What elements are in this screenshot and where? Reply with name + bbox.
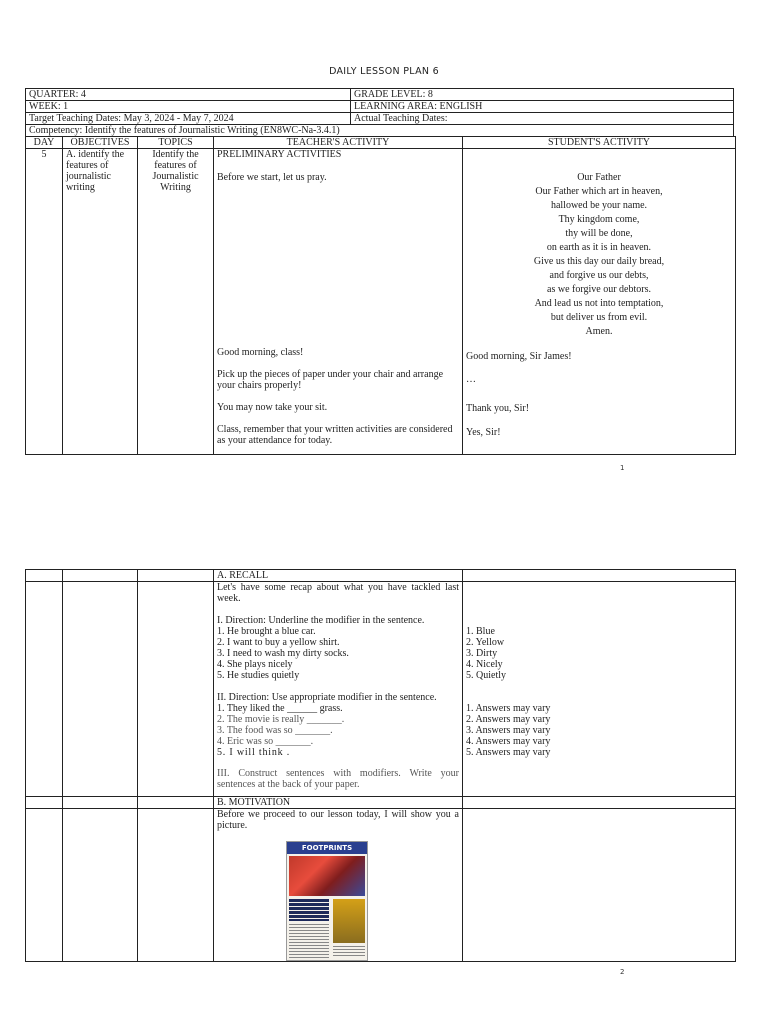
learning-area-cell: LEARNING AREA: ENGLISH [351,101,734,113]
lesson-activity-table-page-2 [25,569,736,962]
attendance-student: Yes, Sir! [466,427,501,438]
answer: 5. Quietly [466,670,506,681]
document-title: DAILY LESSON PLAN 6 [329,66,439,77]
day-value: 5 [26,149,63,455]
prayer-line: but deliver us from evil. [550,312,648,323]
pickup-teacher: Pick up the pieces of paper under your chair and arrange your chairs properly! [217,369,444,391]
item: 2. The movie is really _______. [217,714,345,725]
item: 4. She plays nicely [217,659,293,670]
newspaper-side-photo [333,899,365,943]
motivation-heading: B. MOTIVATION [214,797,463,809]
col-day: DAY [26,137,63,149]
item: 2. I want to buy a yellow shirt. [217,637,340,648]
target-dates-cell: Target Teaching Dates: May 3, 2024 - May 7, 2024 [26,113,351,125]
newspaper-headline [289,899,329,921]
newspaper-text-columns [289,924,329,958]
item: 3. The food was so _______. [217,725,333,736]
prayer-line: and forgive us our debts, [549,270,649,281]
item: 4. Eric was so _______. [217,736,314,747]
lesson-header-table [25,88,734,137]
objective-text: A. identify the features of journalistic writing [63,149,138,455]
item: 3. I need to wash my dirty socks. [217,648,349,659]
topic-text: Identify the features of Journalistic Writing [138,149,214,455]
answer: 4. Answers may vary [466,736,551,747]
greeting-teacher: Good morning, class! [217,347,304,358]
competency-cell: Competency: Identify the features of Journalistic Writing (EN8WC-Na-3.4.1) [26,125,734,137]
prayer-line: thy will be done, [565,228,633,239]
prayer-line: Give us this day our daily bread, [533,256,665,267]
answer: 3. Answers may vary [466,725,551,736]
lesson-activity-table [25,136,736,455]
student-activity-cell [463,149,736,455]
newspaper-text-columns [333,946,365,958]
prayer-line: Our Father which art in heaven, [535,186,663,197]
col-teacher-activity: TEACHER'S ACTIVITY [214,137,463,149]
col-objectives: OBJECTIVES [63,137,138,149]
teacher-activity-cell [214,149,463,455]
motivation-text: Before we proceed to our lesson today, I will show you a picture. [217,809,459,831]
prayer-line: as we forgive our debtors. [547,284,651,295]
answer: 1. Answers may vary [466,703,551,714]
newspaper-masthead: FOOTPRINTS [287,842,367,854]
prayer-line: on earth as it is in heaven. [546,242,652,253]
recall-teacher-cell [214,582,463,797]
item: 5. He studies quietly [217,670,300,681]
recall-student-cell [463,582,736,797]
item: 5. I will think . [217,747,291,758]
recall-intro: Let's have some recap about what you have tackled last week. [217,582,459,604]
quarter-cell: QUARTER: 4 [26,89,351,101]
grade-level-cell: GRADE LEVEL: 8 [351,89,734,101]
preliminary-heading: PRELIMINARY ACTIVITIES [217,149,342,160]
sit-teacher: You may now take your sit. [217,402,328,413]
item: 1. They liked the ______ grass. [217,703,343,714]
prayer-block [466,171,732,339]
week-cell: WEEK: 1 [26,101,351,113]
recall-heading: A. RECALL [214,570,463,582]
answer: 4. Nicely [466,659,503,670]
direction-2: II. Direction: Use appropriate modifier in the sentence. [217,692,437,703]
newspaper-photo [289,856,365,896]
answer: 2. Answers may vary [466,714,551,725]
prayer-line: Thy kingdom come, [558,214,640,225]
actual-dates-cell: Actual Teaching Dates: [351,113,734,125]
pray-instruction: Before we start, let us pray. [217,172,327,183]
pickup-student: … [466,374,476,385]
prayer-line: Amen. [585,326,613,337]
item: 1. He brought a blue car. [217,626,316,637]
page-number: 2 [620,968,625,976]
newspaper-picture [286,841,368,961]
page-number: 1 [620,464,625,472]
prayer-line: And lead us not into temptation, [534,298,664,309]
prayer-title: Our Father [577,172,621,183]
attendance-teacher: Class, remember that your written activities are considered as your attendance for today. [217,424,453,446]
answer: 1. Blue [466,626,495,637]
col-topics: TOPICS [138,137,214,149]
prayer-line: hallowed be your name. [550,200,648,211]
answer: 5. Answers may vary [466,747,551,758]
sit-student: Thank you, Sir! [466,403,530,414]
answer: 3. Dirty [466,648,498,659]
motivation-teacher-cell [214,809,463,962]
col-student-activity: STUDENT'S ACTIVITY [463,137,736,149]
direction-1: I. Direction: Underline the modifier in the sentence. [217,615,425,626]
direction-3: III. Construct sentences with modifiers. Write your sentences at the back of your paper. [217,768,459,790]
greeting-student: Good morning, Sir James! [466,351,572,362]
answer: 2. Yellow [466,637,505,648]
